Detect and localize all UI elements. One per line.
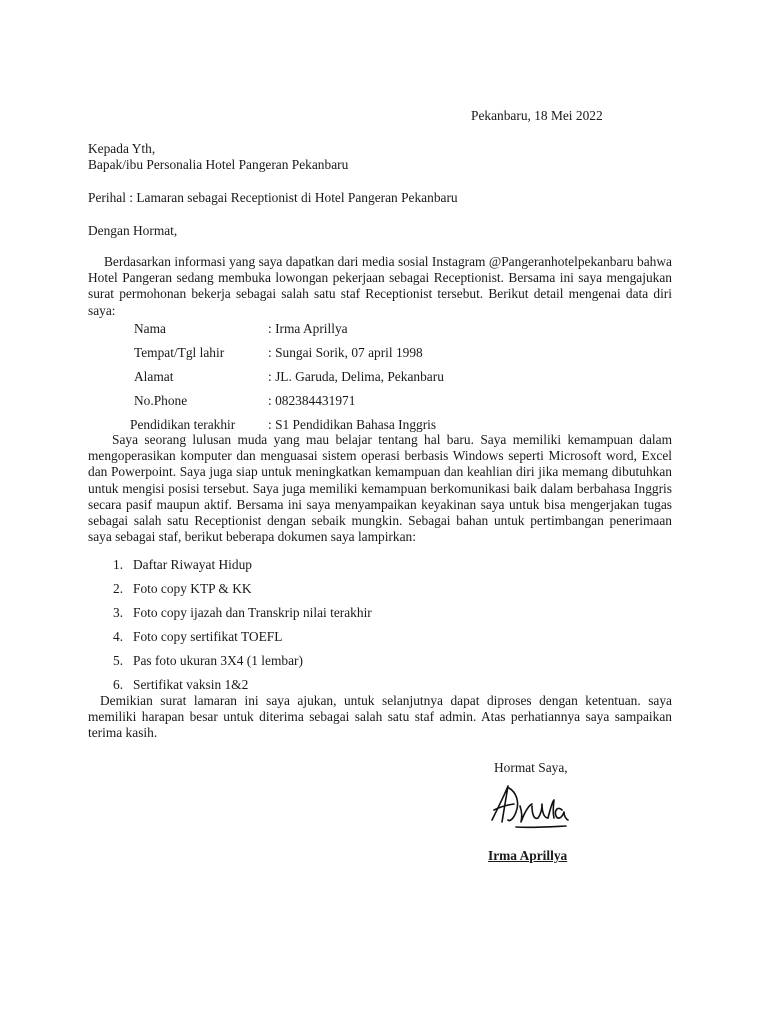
closing-paragraph: Demikian surat lamaran ini saya ajukan, untuk selanjutnya dapat diproses dengan ketentuan. saya memiliki harapan besar untuk diterima sebagai salah satu staf admin. Atas perhatiannya saya sampaikan terima kasih.: [88, 693, 672, 741]
list-item: 5. Pas foto ukuran 3X4 (1 lembar): [113, 653, 303, 668]
signature-icon: [486, 780, 570, 832]
list-item: 2. Foto copy KTP & KK: [113, 581, 252, 596]
biodata-value: : 082384431971: [268, 393, 356, 408]
biodata-label: Tempat/Tgl lahir: [134, 345, 225, 360]
list-item: 6. Sertifikat vaksin 1&2: [113, 677, 249, 692]
biodata-value: : Irma Aprillya: [268, 321, 348, 336]
list-item: 1. Daftar Riwayat Hidup: [113, 557, 252, 572]
salutation: Dengan Hormat,: [88, 223, 178, 238]
biodata-label: Nama: [134, 321, 166, 336]
biodata-label: Pendidikan terakhir: [130, 417, 236, 432]
biodata-label: Alamat: [134, 369, 174, 384]
biodata-value: : S1 Pendidikan Bahasa Inggris: [268, 417, 437, 432]
body-paragraph: Saya seorang lulusan muda yang mau belajar tentang hal baru. Saya memiliki kemampuan dalam mengoperasikan komputer dan menguasai sistem operasi berbasis Windows seperti Microsoft word, Excel dan Powerpoint. Saya juga siap untuk meningkatkan kemampuan dan keahlian diri jika memang dibutuhkan untuk mengisi posisi tersebut. Saya juga memiliki kemampuan berkomunikasi baik dalam berbahasa Inggris secara pasif maupun aktif. Bersama ini saya menyampaikan keyakinan saya untuk bisa mengerjakan tugas sebagai salah satu Receptionist dengan sebaik mungkin. Sebagai bahan untuk pertimbangan penerimaan saya sebagai staf, berikut beberapa dokumen saya lampirkan:: [88, 432, 672, 545]
opening-paragraph: Berdasarkan informasi yang saya dapatkan dari media sosial Instagram @Pangeranhotelpekanbaru bahwa Hotel Pangeran sedang membuka lowongan pekerjaan sebagai Receptionist. Bersama ini saya mengajukan surat permohonan bekerja sebagai salah satu staf Receptionist tersebut. Berikut detail mengenai data diri saya:: [88, 254, 672, 318]
biodata-label: No.Phone: [134, 393, 188, 408]
place-date: Pekanbaru, 18 Mei 2022: [471, 108, 603, 123]
recipient-line-2: Bapak/ibu Personalia Hotel Pangeran Pekanbaru: [88, 157, 349, 172]
biodata-value: : JL. Garuda, Delima, Pekanbaru: [268, 369, 444, 384]
recipient-line-1: Kepada Yth,: [88, 141, 156, 156]
biodata-value: : Sungai Sorik, 07 april 1998: [268, 345, 423, 360]
regards: Hormat Saya,: [494, 760, 568, 775]
signer-name: Irma Aprillya: [488, 848, 568, 863]
subject-line: Perihal : Lamaran sebagai Receptionist di Hotel Pangeran Pekanbaru: [88, 190, 458, 205]
list-item: 3. Foto copy ijazah dan Transkrip nilai terakhir: [113, 605, 372, 620]
list-item: 4. Foto copy sertifikat TOEFL: [113, 629, 283, 644]
